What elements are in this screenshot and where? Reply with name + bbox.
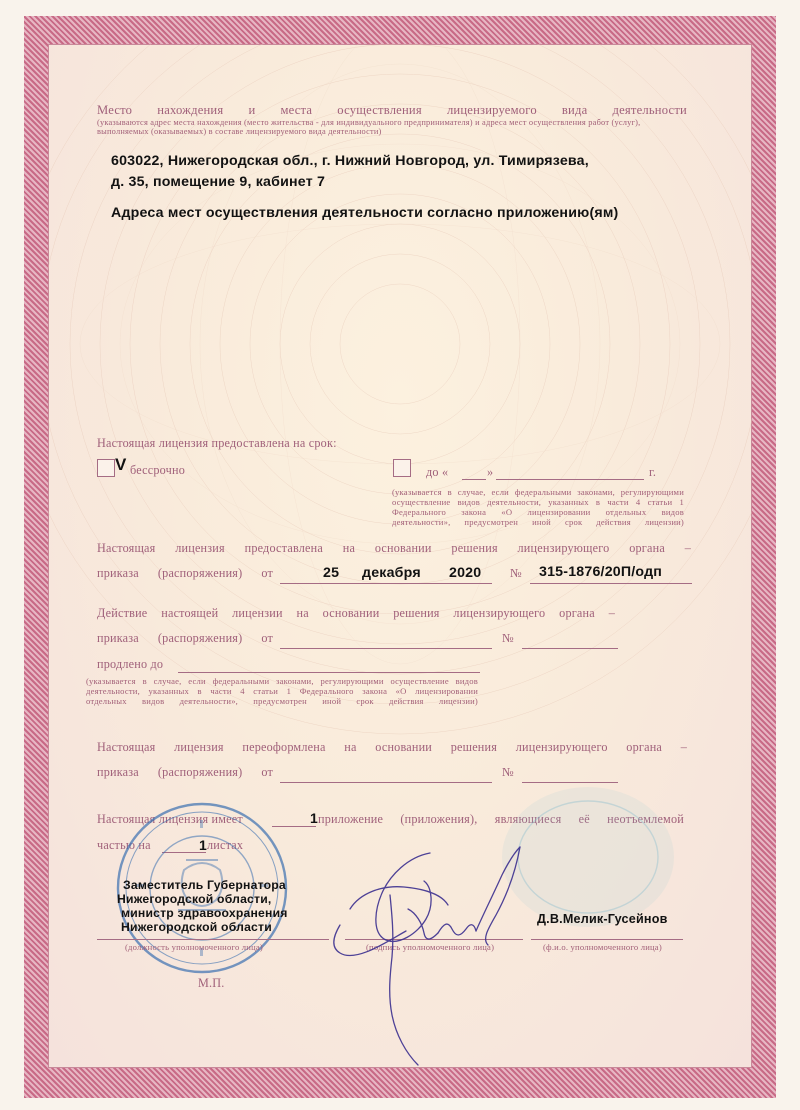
extension-text: Действие настоящей лицензии на основании решения лицензирующего органа – [97, 606, 615, 620]
signatory-position-line3: министр здравоохранения [121, 906, 288, 920]
extension-date-line [280, 648, 492, 649]
address-line1: 603022, Нижегородская обл., г. Нижний Новгород, ул. Тимирязева, [111, 153, 589, 169]
basis-year: 2020 [449, 565, 482, 581]
checkmark: V [115, 455, 127, 474]
address-line2: д. 35, помещение 9, кабинет 7 [111, 174, 326, 190]
unlimited-checkbox [97, 459, 115, 477]
appendix-part-suffix: листах [207, 838, 244, 852]
extension-order-label: приказа (распоряжения) от [97, 631, 273, 645]
extension-extended-line [178, 672, 480, 673]
position-line [97, 939, 329, 940]
reissue-order-label: приказа (распоряжения) от [97, 765, 273, 779]
extension-extended-label: продлено до [97, 657, 164, 671]
term-note-line2: осуществление видов деятельности, указанных в части 4 статьи 1 [392, 497, 684, 507]
appendix-count-line [272, 826, 316, 827]
appendix-prefix: Настоящая лицензия имеет [97, 812, 243, 826]
until-suffix: г. [649, 465, 657, 479]
signatory-position-line4: Нижегородской области [121, 920, 272, 934]
basis-number-sign: № [510, 566, 522, 580]
activity-places: Адреса мест осуществления деятельности согласно приложению(ям) [111, 205, 619, 221]
basis-date-line [280, 583, 492, 584]
until-prefix: до « [426, 465, 449, 479]
appendix-sheets: 1 [199, 837, 207, 853]
reissue-date-line [280, 782, 492, 783]
extension-number-line [522, 648, 618, 649]
caption-position: (должность уполномоченного лица) [125, 942, 263, 952]
extension-note-line1: (указывается в случае, если федеральными законами, регулирующими осуществление видов [86, 676, 478, 686]
appendix-part-prefix: частью на [97, 838, 151, 852]
caption-name: (ф.и.о. уполномоченного лица) [543, 942, 662, 952]
term-label: Настоящая лицензия предоставлена на срок: [97, 436, 337, 450]
appendix-count: 1 [310, 810, 318, 826]
term-note-line3: Федерального закона «О лицензировании отдельных видов [392, 507, 684, 517]
caption-signature: (подпись уполномоченного лица) [366, 942, 495, 952]
extension-note-line2: деятельности, указанных в части 4 статьи 1 Федерального закона «О лицензировании [86, 686, 478, 696]
header-title: Место нахождения и места осуществления лицензируемого вида деятельности [97, 103, 687, 117]
basis-number: 315-1876/20П/одп [539, 564, 663, 580]
until-mid: » [487, 465, 494, 479]
term-note-line1: (указывается в случае, если федеральными законами, регулирующими [392, 487, 684, 497]
until-checkbox [393, 459, 411, 477]
header-note-line1: (указываются адрес места нахождения (место жительства - для индивидуального предпринимателя) и адреса мест осуществления работ (услуг), [97, 118, 641, 127]
basis-number-line [530, 583, 692, 584]
reissue-number-sign: № [502, 765, 514, 779]
unlimited-label: бессрочно [130, 463, 185, 477]
name-line [531, 939, 683, 940]
basis-order-label: приказа (распоряжения) от [97, 566, 273, 580]
basis-month: декабря [362, 565, 421, 581]
basis-day: 25 [323, 565, 340, 581]
signatory-position-line2: Нижегородской области, [117, 892, 272, 906]
appendix-suffix: приложение (приложения), являющиеся её неотъемлемой [318, 812, 684, 826]
extension-number-sign: № [502, 631, 514, 645]
basis-text: Настоящая лицензия предоставлена на основании решения лицензирующего органа – [97, 541, 691, 555]
until-date-line [496, 479, 644, 480]
header-note-line2: выполняемых (оказываемых) в составе лицензируемого вида деятельности) [97, 127, 382, 136]
reissue-text: Настоящая лицензия переоформлена на основании решения лицензирующего органа – [97, 740, 687, 754]
signatory-position-line1: Заместитель Губернатора [123, 878, 286, 892]
extension-note-line3: отдельных видов деятельности», предусмотрен иной срок действия лицензии) [86, 696, 478, 706]
until-day-line [462, 479, 486, 480]
term-note-line4: деятельности», предусмотрен иной срок действия лицензии) [392, 517, 684, 527]
signatory-name: Д.В.Мелик-Гусейнов [537, 912, 668, 926]
seal-place-label: М.П. [198, 976, 225, 990]
handwritten-signature [320, 835, 540, 1075]
